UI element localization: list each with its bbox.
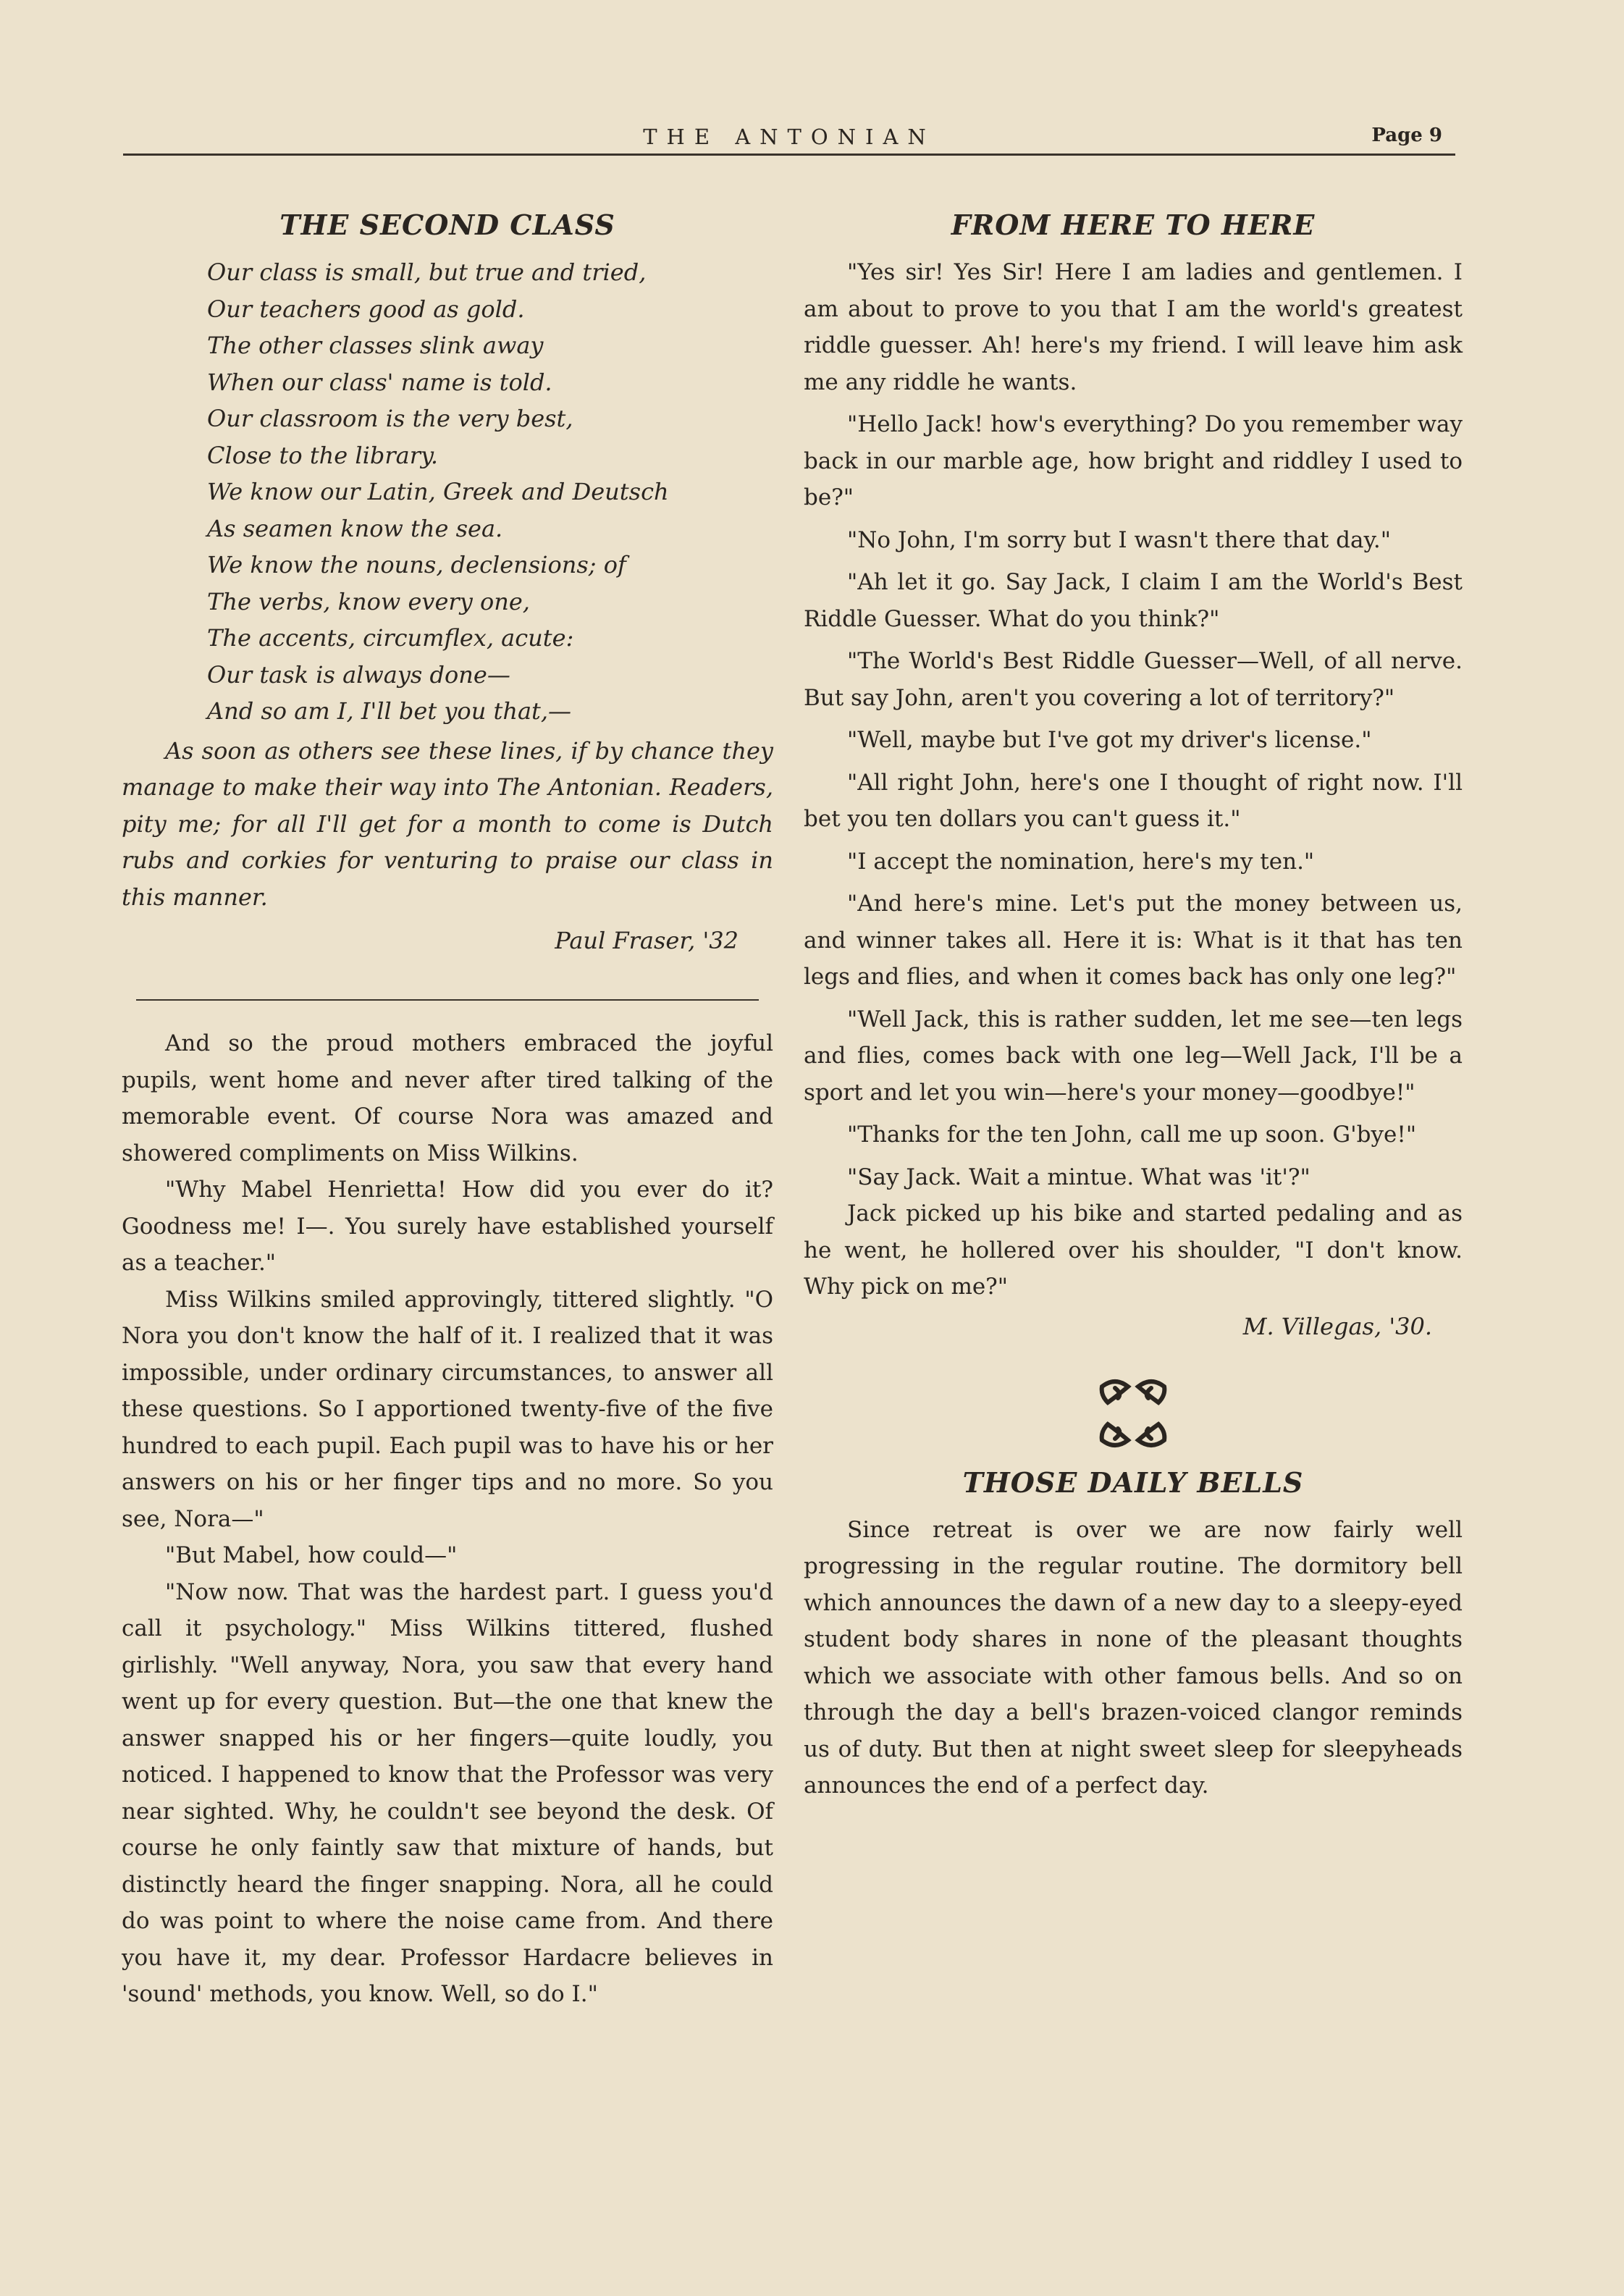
- article-title-from-here: FROM HERE TO HERE: [951, 209, 1316, 241]
- page-header: [123, 122, 1455, 156]
- poem-line: We know our Latin, Greek and Deutsch: [207, 478, 669, 505]
- poem-line: Our task is always done—: [207, 660, 510, 689]
- dialogue-paragraph: "Yes sir! Yes Sir! Here I am ladies and gentlemen. I am about to prove to you that I am the world's greatest riddle guesser. Ah! here's my friend. I will leave him ask me any riddle he wants.: [804, 259, 1463, 395]
- dialogue-paragraph: "I accept the nomination, here's my ten.": [847, 848, 1315, 875]
- poem-line: When our class' name is told.: [207, 368, 552, 396]
- dialogue-paragraph: "Thanks for the ten John, call me up soon. G'bye!": [847, 1122, 1417, 1148]
- page-number: Page 9: [1371, 125, 1442, 146]
- running-title: THE ANTONIAN: [643, 125, 935, 149]
- poem-closing-paragraph: As soon as others see these lines, if by chance they manage to make their way into The Antonian. Readers, pity me; for all I'll get for a month to come is Dutch rubs and corkies for venturing to praise our class in this manner.: [122, 736, 773, 911]
- story-paragraph: "But Mabel, how could—": [165, 1542, 458, 1568]
- poem-line: Our class is small, but true and tried,: [207, 258, 647, 286]
- dialogue-paragraph: "Ah let it go. Say Jack, I claim I am the World's Best Riddle Guesser. What do you think?": [804, 569, 1463, 632]
- dialogue-paragraph: "The World's Best Riddle Guesser—Well, of all nerve. But say John, aren't you covering a lot of territory?": [804, 648, 1463, 711]
- bells-paragraph: Since retreat is over we are now fairly well progressing in the regular routine. The dormitory bell which announces the dawn of a new day to a sleepy-eyed student body shares in none of the pleasant thoughts which we associate with other famous bells. And so on through the day a bell's brazen-voiced clangor reminds us of duty. But then at night sweet sleep for sleepyheads announces the end of a perfect day.: [804, 1516, 1463, 1799]
- poem-line: The verbs, know every one,: [207, 587, 530, 615]
- poem-line: Close to the library.: [207, 441, 439, 469]
- dialogue-paragraph: "And here's mine. Let's put the money between us, and winner takes all. Here it is: What is it that has ten legs and flies, and when it comes back has only one leg?": [804, 891, 1463, 990]
- author-signature: Paul Fraser, '32: [555, 927, 739, 954]
- dialogue-paragraph: "All right John, here's one I thought of right now. I'll bet you ten dollars you can't guess it.": [804, 769, 1463, 832]
- story-paragraph: "Now now. That was the hardest part. I guess you'd call it psychology." Miss Wilkins tittered, flushed girlishly. "Well anyway, Nora, you saw that every hand went up for every question. But—the one that knew the answer snapped his or her fingers—quite loudly, you noticed. I happened to know that the Professor was very near sighted. Why, he couldn't see beyond the desk. Of course he only faintly saw that mixture of hands, but distinctly heard the finger snapping. Nora, all he could do was point to where the noise came from. And there you have it, my dear. Professor Hardacre believes in 'sound' methods, you know. Well, so do I.": [122, 1578, 773, 2007]
- poem-line: Our teachers good as gold.: [207, 295, 525, 323]
- story-paragraph: Miss Wilkins smiled approvingly, tittered slightly. "O Nora you don't know the half of it. I realized that it was impossible, under ordinary circumstances, to answer all these questions. So I apportioned twenty-five of the five hundred to each pupil. Each pupil was to have his or her answers on his or her finger tips and no more. So you see, Nora—": [122, 1286, 773, 1532]
- dialogue-paragraph: "Well Jack, this is rather sudden, let me see—ten legs and flies, comes back with one leg—Well Jack, I'll be a sport and let you win—here's your money—goodbye!": [804, 1006, 1463, 1106]
- dialogue-paragraph: Jack picked up his bike and started pedaling and as he went, he hollered over his shoulder, "I don't know. Why pick on me?": [804, 1200, 1463, 1300]
- ornament-icon: [1093, 1374, 1173, 1453]
- poem-line: Our classroom is the very best,: [207, 405, 573, 432]
- poem-line: We know the nouns, declensions; of: [207, 551, 626, 579]
- dialogue-paragraph: "Well, maybe but I've got my driver's license.": [847, 727, 1372, 753]
- section-divider: [136, 999, 759, 1001]
- poem-line: As seamen know the sea.: [207, 514, 503, 542]
- dialogue-paragraph: "Say Jack. Wait a mintue. What was 'it'?": [847, 1164, 1310, 1190]
- dialogue-paragraph: "Hello Jack! how's everything? Do you remember way back in our marble age, how bright and riddley I used to be?": [804, 411, 1463, 510]
- article-title-second-class: THE SECOND CLASS: [279, 209, 615, 241]
- left-column: [122, 195, 773, 2013]
- story-paragraph: "Why Mabel Henrietta! How did you ever do it? Goodness me! I—. You surely have established yourself as a teacher.": [122, 1177, 773, 1276]
- story-paragraph: And so the proud mothers embraced the joyful pupils, went home and never after tired talking of the memorable event. Of course Nora was amazed and showered compliments on Miss Wilkins.: [122, 1030, 773, 1166]
- poem-line: And so am I, I'll bet you that,—: [207, 697, 572, 725]
- poem-line: The accents, circumflex, acute:: [207, 624, 574, 652]
- dialogue-paragraph: "No John, I'm sorry but I wasn't there that day.": [847, 526, 1392, 553]
- author-signature: M. Villegas, '30.: [1242, 1312, 1432, 1340]
- poem-line: The other classes slink away: [207, 332, 544, 359]
- right-column: [804, 195, 1463, 1804]
- poem: [207, 254, 773, 730]
- article-title-daily-bells: THOSE DAILY BELLS: [962, 1466, 1304, 1499]
